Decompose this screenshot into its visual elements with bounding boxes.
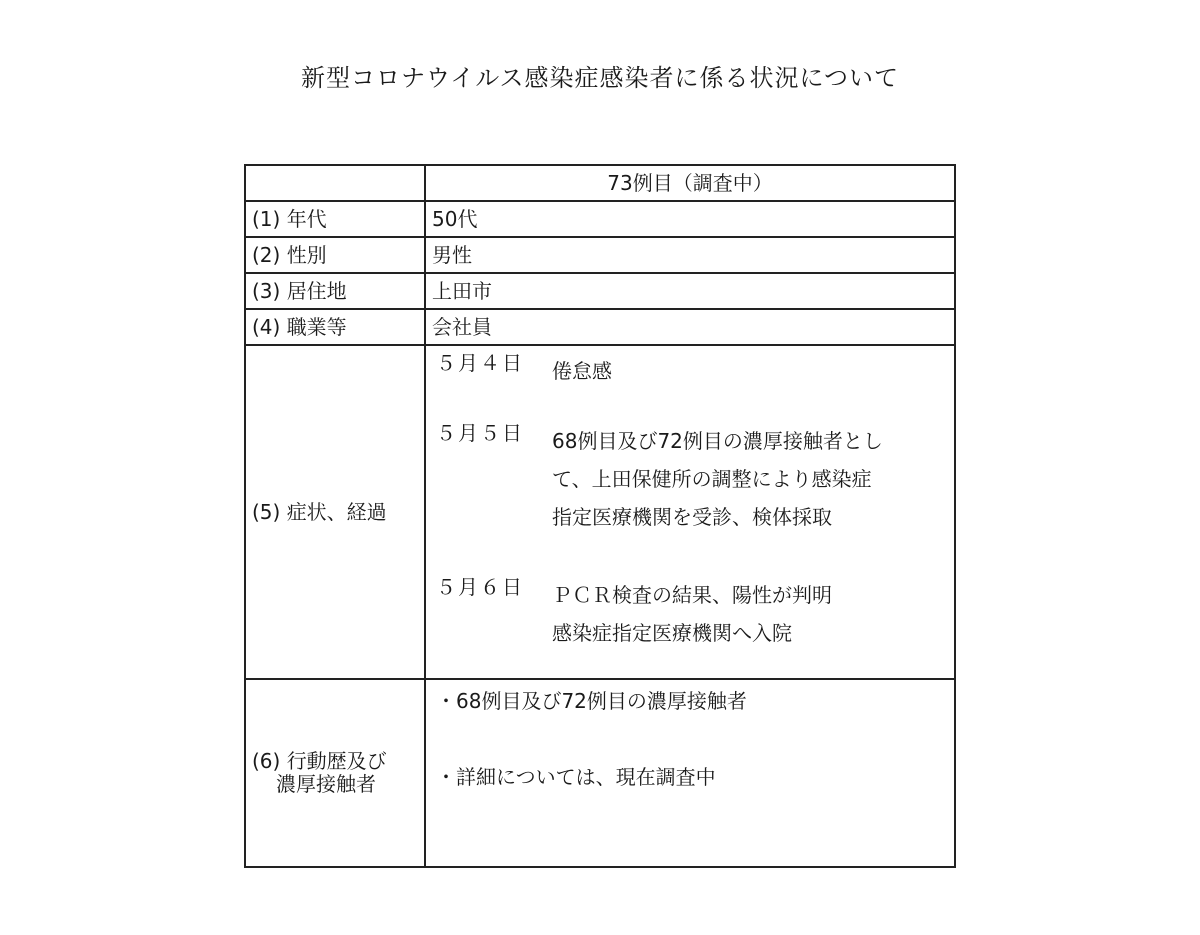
timeline-entry [432, 576, 948, 652]
contact-item: ・詳細については、現在調査中 [436, 765, 716, 789]
entry-date: ５月６日 [436, 575, 524, 599]
row-residence [245, 273, 955, 309]
contacts-details [425, 679, 955, 867]
symptoms-timeline [425, 345, 955, 679]
case-number-header: 73例目（調査中） [425, 165, 955, 201]
entry-text: 68例目及び72例目の濃厚接触者とし [552, 429, 883, 453]
entry-text: ＰＣＲ検査の結果、陽性が判明 [552, 583, 832, 607]
row-age [245, 201, 955, 237]
row-occupation [245, 309, 955, 345]
document-title: 新型コロナウイルス感染症感染者に係る状況について [300, 64, 900, 92]
case-info-table [244, 164, 956, 868]
occupation-label: (4) 職業等 [245, 309, 425, 345]
header-row [245, 165, 955, 201]
entry-date: ５月５日 [436, 421, 524, 445]
entry-text: て、上田保健所の調整により感染症 [552, 467, 872, 491]
residence-value: 上田市 [425, 273, 955, 309]
contact-item: ・68例目及び72例目の濃厚接触者 [436, 689, 747, 713]
row-contacts [245, 679, 955, 867]
gender-value: 男性 [425, 237, 955, 273]
residence-label: (3) 居住地 [245, 273, 425, 309]
age-value: 50代 [425, 201, 955, 237]
entry-text: 指定医療機関を受診、検体採取 [552, 505, 832, 529]
entry-text: 感染症指定医療機関へ入院 [552, 621, 792, 645]
gender-label: (2) 性別 [245, 237, 425, 273]
entry-text: 倦怠感 [552, 359, 612, 383]
timeline-entry [432, 422, 948, 536]
age-label: (1) 年代 [245, 201, 425, 237]
row-symptoms [245, 345, 955, 679]
symptoms-label: (5) 症状、経過 [245, 345, 425, 679]
contacts-label-line2: 濃厚接触者 [276, 772, 376, 796]
contacts-label-line1: (6) 行動歴及び [252, 749, 387, 773]
entry-date: ５月４日 [436, 351, 524, 375]
timeline-entry [432, 352, 948, 390]
row-gender [245, 237, 955, 273]
header-empty-cell [245, 165, 425, 201]
occupation-value: 会社員 [425, 309, 955, 345]
contacts-label [245, 679, 425, 867]
